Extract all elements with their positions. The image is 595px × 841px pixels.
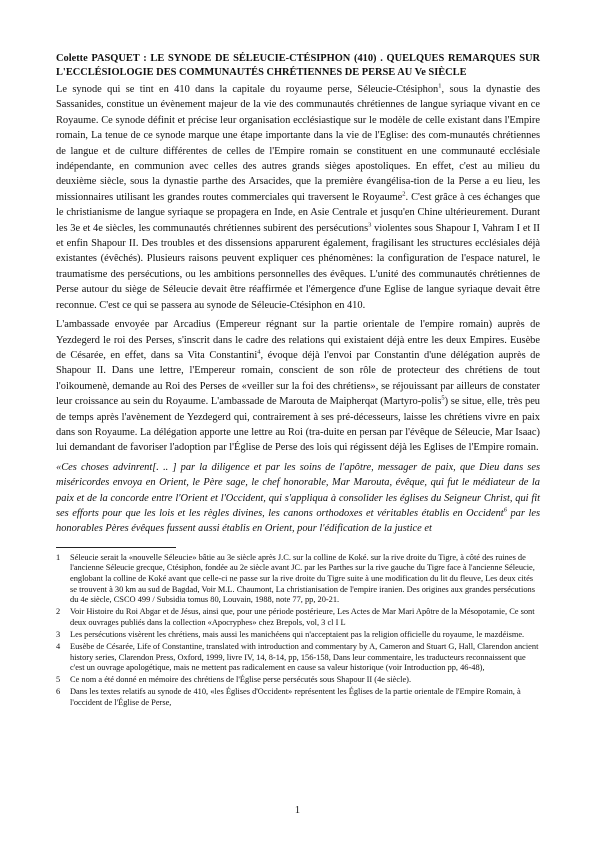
footnote-ref-1[interactable]: 1 [438,82,442,90]
footnote-text: Voir Histoire du Roi Abgar et de Jésus, ainsi que, pour une période postérieure, Les Actes de Mar Mari Apôtre de la Mésopotamie, Ce sont deux ouvrages publiés dans la collection «Apocryphes» chez Brepols, vol, 3 cl I L [70,607,535,627]
paragraph-text: ) se situe, elle, très peu de temps après l'avènement de Yezdegerd qui, contrairement à ses pré-décesseurs, laisse les chrétiens vivre en paix dans son Royaume. La délégation apporte une lettre au Roi (tra-duite en persan par l'évêque de Séleucie, Mar Isaac) lui demandant de favoriser l'adoption par l'Église de Perse des lois qui régissent déjà les Eglises de l'Empire romain. [56,396,541,454]
footnote-ref-3[interactable]: 3 [368,221,372,229]
paragraph-text: L'ambassade envoyée par Arcadius (Empereur régnant sur la partie orientale de l'empire romain) auprès de Yezdegerd le roi des Perses, s'inscrit dans le cadre des relations qui existaient déjà entre les deux Empires. Eusèbe de Césarée, en effet, dans sa Vita Constantini [56,319,540,361]
footnote-number: 1 [56,552,61,562]
footnote-number: 4 [56,642,61,652]
footnote-separator [56,547,176,548]
page-number: 1 [294,805,301,816]
footnote [56,675,540,686]
footnote-text: Dans les textes relatifs au synode de 410, «les Églises d'Occident» représentent les Églises de la partie orientale de l'Empire Romain, à l'occident de l'Église de Perse, [70,687,521,707]
footnote-number: 2 [56,607,61,617]
footnote [56,642,540,674]
paragraph-text: violentes sous Shapour I, Vahram I et II et enfin Shapour II. Des troubles et des dissensions apparurent également, fragilisant les structures ecclésiales déjà existantes (évêchés). Plusieurs raisons peuvent expliquer ces phénomènes: la configuration de l'espace naturel, le traumatisme des persécutions, ou les ambitions personnelles des évêques. L'unité des communautés chrétiennes de Perse autour du siège de Séleucie devait être réaffirmée et l'émergence d'une Eglise de langue syriaque devait être reconnue. C'est ce qui se passera au synode de Séleucie-Ctésiphon en 410. [56,222,540,311]
paragraph-1 [56,82,540,313]
footnote-text: Eusèbe de Césarée, Life of Constantine, translated with introduction and commentary by A, Cameron and Stuart G, Hall, Clarendon ancient history series, Clarendon Press, Oxford, 1999, livre IV, 14, 8-14, pp, 156-158, Dans leur commentaire, les traducteurs reconnaissent que c'est un ouvrage apologétique, mais ne mettent pas radicalement en cause sa valeur historique (voir Introduction pp, 46-48), [70,642,539,673]
footnote-ref-5[interactable]: 5 [441,394,445,402]
footnote [56,553,540,606]
quotation-text: «Ces choses advinrent[. .. ] par la diligence et par les soins de l'apôtre, messager de paix, que Dieu dans ses miséricordes envoya en Orient, le Père sage, le chef honorable, Mar Marouta, évêque, qui fut le médiateur de la paix et de la concorde entre l'Orient et l'Occident, qui s'appliqua à consolider les églises du Seigneur Christ, qui fit ses efforts pour que les lois et les règles divines, les canons orthodoxes et véritables établis en Occident [56,461,540,519]
paragraph-text: , sous la dynastie des Sassanides, constitue un évènement majeur de la vie des communautés chrétiennes de langue syriaque vivant en ce Royaume. Ce synode définit et précise leur organisation ecclésiastique sur le modèle de celle existant dans l'Empire romain, La tenue de ce synode marque une étape importante dans la vie de l'Eglise: des com-munautés chrétiennes de langue et de culture différentes de celles de l'Empire romain se constituent en une communauté ecclésiale indépendante, en communion avec celles des autres grands sièges apostoliques. En effet, c'est au milieu du deuxième siècle, sous la dynastie parthe des Arsacides, que la première évangélisa-tion de la Perse a eu lieu, les missionnaires utilisant les grandes routes commerciales qui traversent le Royaume [56,84,540,203]
paragraph-text: Le synode qui se tint en 410 dans la capitale du royaume perse, Séleucie-Ctésiphon [56,84,439,95]
footnote [56,630,540,641]
footnote [56,607,540,628]
footnote-ref-2[interactable]: 2 [402,190,406,198]
footnote [56,687,540,708]
paragraph-2 [56,317,540,456]
article-heading [56,52,540,80]
article-title: LE SYNODE DE SÉLEUCIE-CTÉSIPHON (410) . QUELQUES REMARQUES SUR L'ECCLÉSIOLOGIE DES COMMUNAUTÉS CHRÉTIENNES DE PERSE AU Ve SIÈCLE [56,53,540,78]
footnote-text: Ce nom a été donné en mémoire des chrétiens de l'Église perse persécutés sous Shapour II (4e siècle). [70,675,412,685]
footnote-text: Séleucie serait la «nouvelle Séleucie» bâtie au 3e siècle après J.C. sur la colline de Koké. sur la rive droite du Tigre, à côté des ruines de l'ancienne Séleucie grecque, Ctésiphon, fondée au 2e siècle avant JC. par les Parthes sur la rive gauche du Tigre face à l'ancienne Séleucie, englobant la colline de Koké avant que celle-ci ne passe sur la rive droite du Tigre suite à une modification du lit du fleuve, Les deux cités se trouvent à 30 km au sud de Bagdad, Voir M.L. Chaumont, La christianisation de l'empire iranien. Des origines aux grandes persécutions du 4e siècle, CSCO 499 / Subsidia tomus 80, Louvain, 1988, note 77, pp, 20-21. [70,552,535,605]
footnote-number: 5 [56,675,61,685]
footnotes [56,553,540,709]
footnote-number: 6 [56,687,61,697]
heading-separator: : [139,53,151,64]
footnote-number: 3 [56,629,61,639]
paragraph-text: , évoque déjà l'envoi par Constantin d'une délégation auprès de Shapour II. Dans une lettre, l'Empereur romain, conscient de son rôle de protecteur des chrétiens de tout l'oikoumenè, demande au Roi des Perses de «veiller sur la foi des chrétiens», se réjouissant par ailleurs de constater leur croissance au sein du Royaume. L'ambassade de Marouta de Maipherqat (Martyro-polis [56,349,540,408]
footnote-text: Les persécutions visèrent les chrétiens, mais aussi les manichéens qui n'acceptaient pas la religion officielle du royaume, le mazdéisme. [70,629,525,639]
quotation-text: par les honorables Pères évêques fussent aussi établis en Orient, pour l'édification de la justice et [56,507,540,535]
quotation-paragraph [56,460,540,537]
footnote-ref-4[interactable]: 4 [257,348,261,356]
document-page [56,52,540,710]
paragraph-text: . C'est grâce à ces échanges que le christianisme de langue syriaque se propagera en Inde, en Asie Centrale et jusqu'en Chine ultérieurement. Durant les 3e et 4e siècles, les communautés chrétiennes subirent des persécutions [56,191,540,234]
footnote-ref-6[interactable]: 6 [503,506,507,514]
author-name: Colette PASQUET [56,53,140,64]
